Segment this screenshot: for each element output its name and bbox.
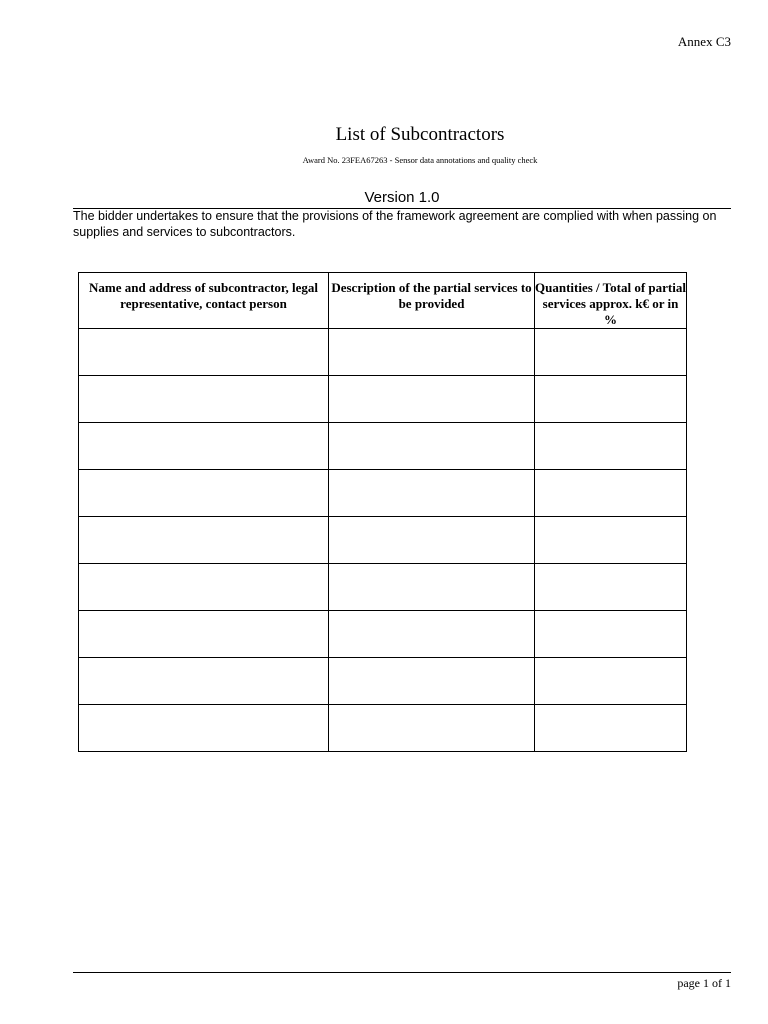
table-row: [79, 470, 687, 517]
table-cell[interactable]: [329, 470, 535, 517]
table-cell[interactable]: [79, 329, 329, 376]
table-cell[interactable]: [329, 611, 535, 658]
table-cell[interactable]: [535, 658, 687, 705]
table-row: [79, 517, 687, 564]
table-cell[interactable]: [79, 705, 329, 752]
table-cell[interactable]: [79, 423, 329, 470]
table-row: [79, 705, 687, 752]
bottom-divider: [73, 972, 731, 973]
table-cell[interactable]: [329, 564, 535, 611]
table-header-row: [79, 273, 687, 329]
table-cell[interactable]: [79, 517, 329, 564]
table-row: [79, 564, 687, 611]
award-number: Award No. 23FEA67263 - Sensor data annotations and quality check: [302, 155, 538, 165]
table-cell[interactable]: [329, 423, 535, 470]
table-row: [79, 329, 687, 376]
table-cell[interactable]: [535, 423, 687, 470]
annex-label: Annex C3: [677, 34, 731, 49]
table-cell[interactable]: [535, 517, 687, 564]
column-header-quantities: Quantities / Total of partial services approx. k€ or in %: [535, 273, 687, 329]
subcontractors-table: [78, 272, 687, 752]
intro-text: The bidder undertakes to ensure that the provisions of the framework agreement are complied with when passing on supplies and services to subcontractors.: [73, 209, 717, 239]
document-title: List of Subcontractors: [335, 124, 505, 145]
table-row: [79, 611, 687, 658]
table-cell[interactable]: [535, 470, 687, 517]
table-cell[interactable]: [535, 329, 687, 376]
table-cell[interactable]: [329, 517, 535, 564]
table-cell[interactable]: [329, 658, 535, 705]
table-cell[interactable]: [79, 470, 329, 517]
version-label: Version 1.0: [364, 189, 440, 206]
table-cell[interactable]: [535, 376, 687, 423]
table-cell[interactable]: [535, 611, 687, 658]
table-cell[interactable]: [535, 564, 687, 611]
table-cell[interactable]: [535, 705, 687, 752]
column-header-name-address: Name and address of subcontractor, legal representative, contact person: [79, 273, 329, 329]
page-number: page 1 of 1: [677, 976, 731, 990]
table-row: [79, 376, 687, 423]
table-cell[interactable]: [79, 658, 329, 705]
table-row: [79, 658, 687, 705]
table-cell[interactable]: [79, 564, 329, 611]
table-cell[interactable]: [329, 705, 535, 752]
table-cell[interactable]: [329, 376, 535, 423]
table-row: [79, 423, 687, 470]
table-cell[interactable]: [329, 329, 535, 376]
column-header-description: Description of the partial services to be provided: [329, 273, 535, 329]
table-cell[interactable]: [79, 376, 329, 423]
table-cell[interactable]: [79, 611, 329, 658]
